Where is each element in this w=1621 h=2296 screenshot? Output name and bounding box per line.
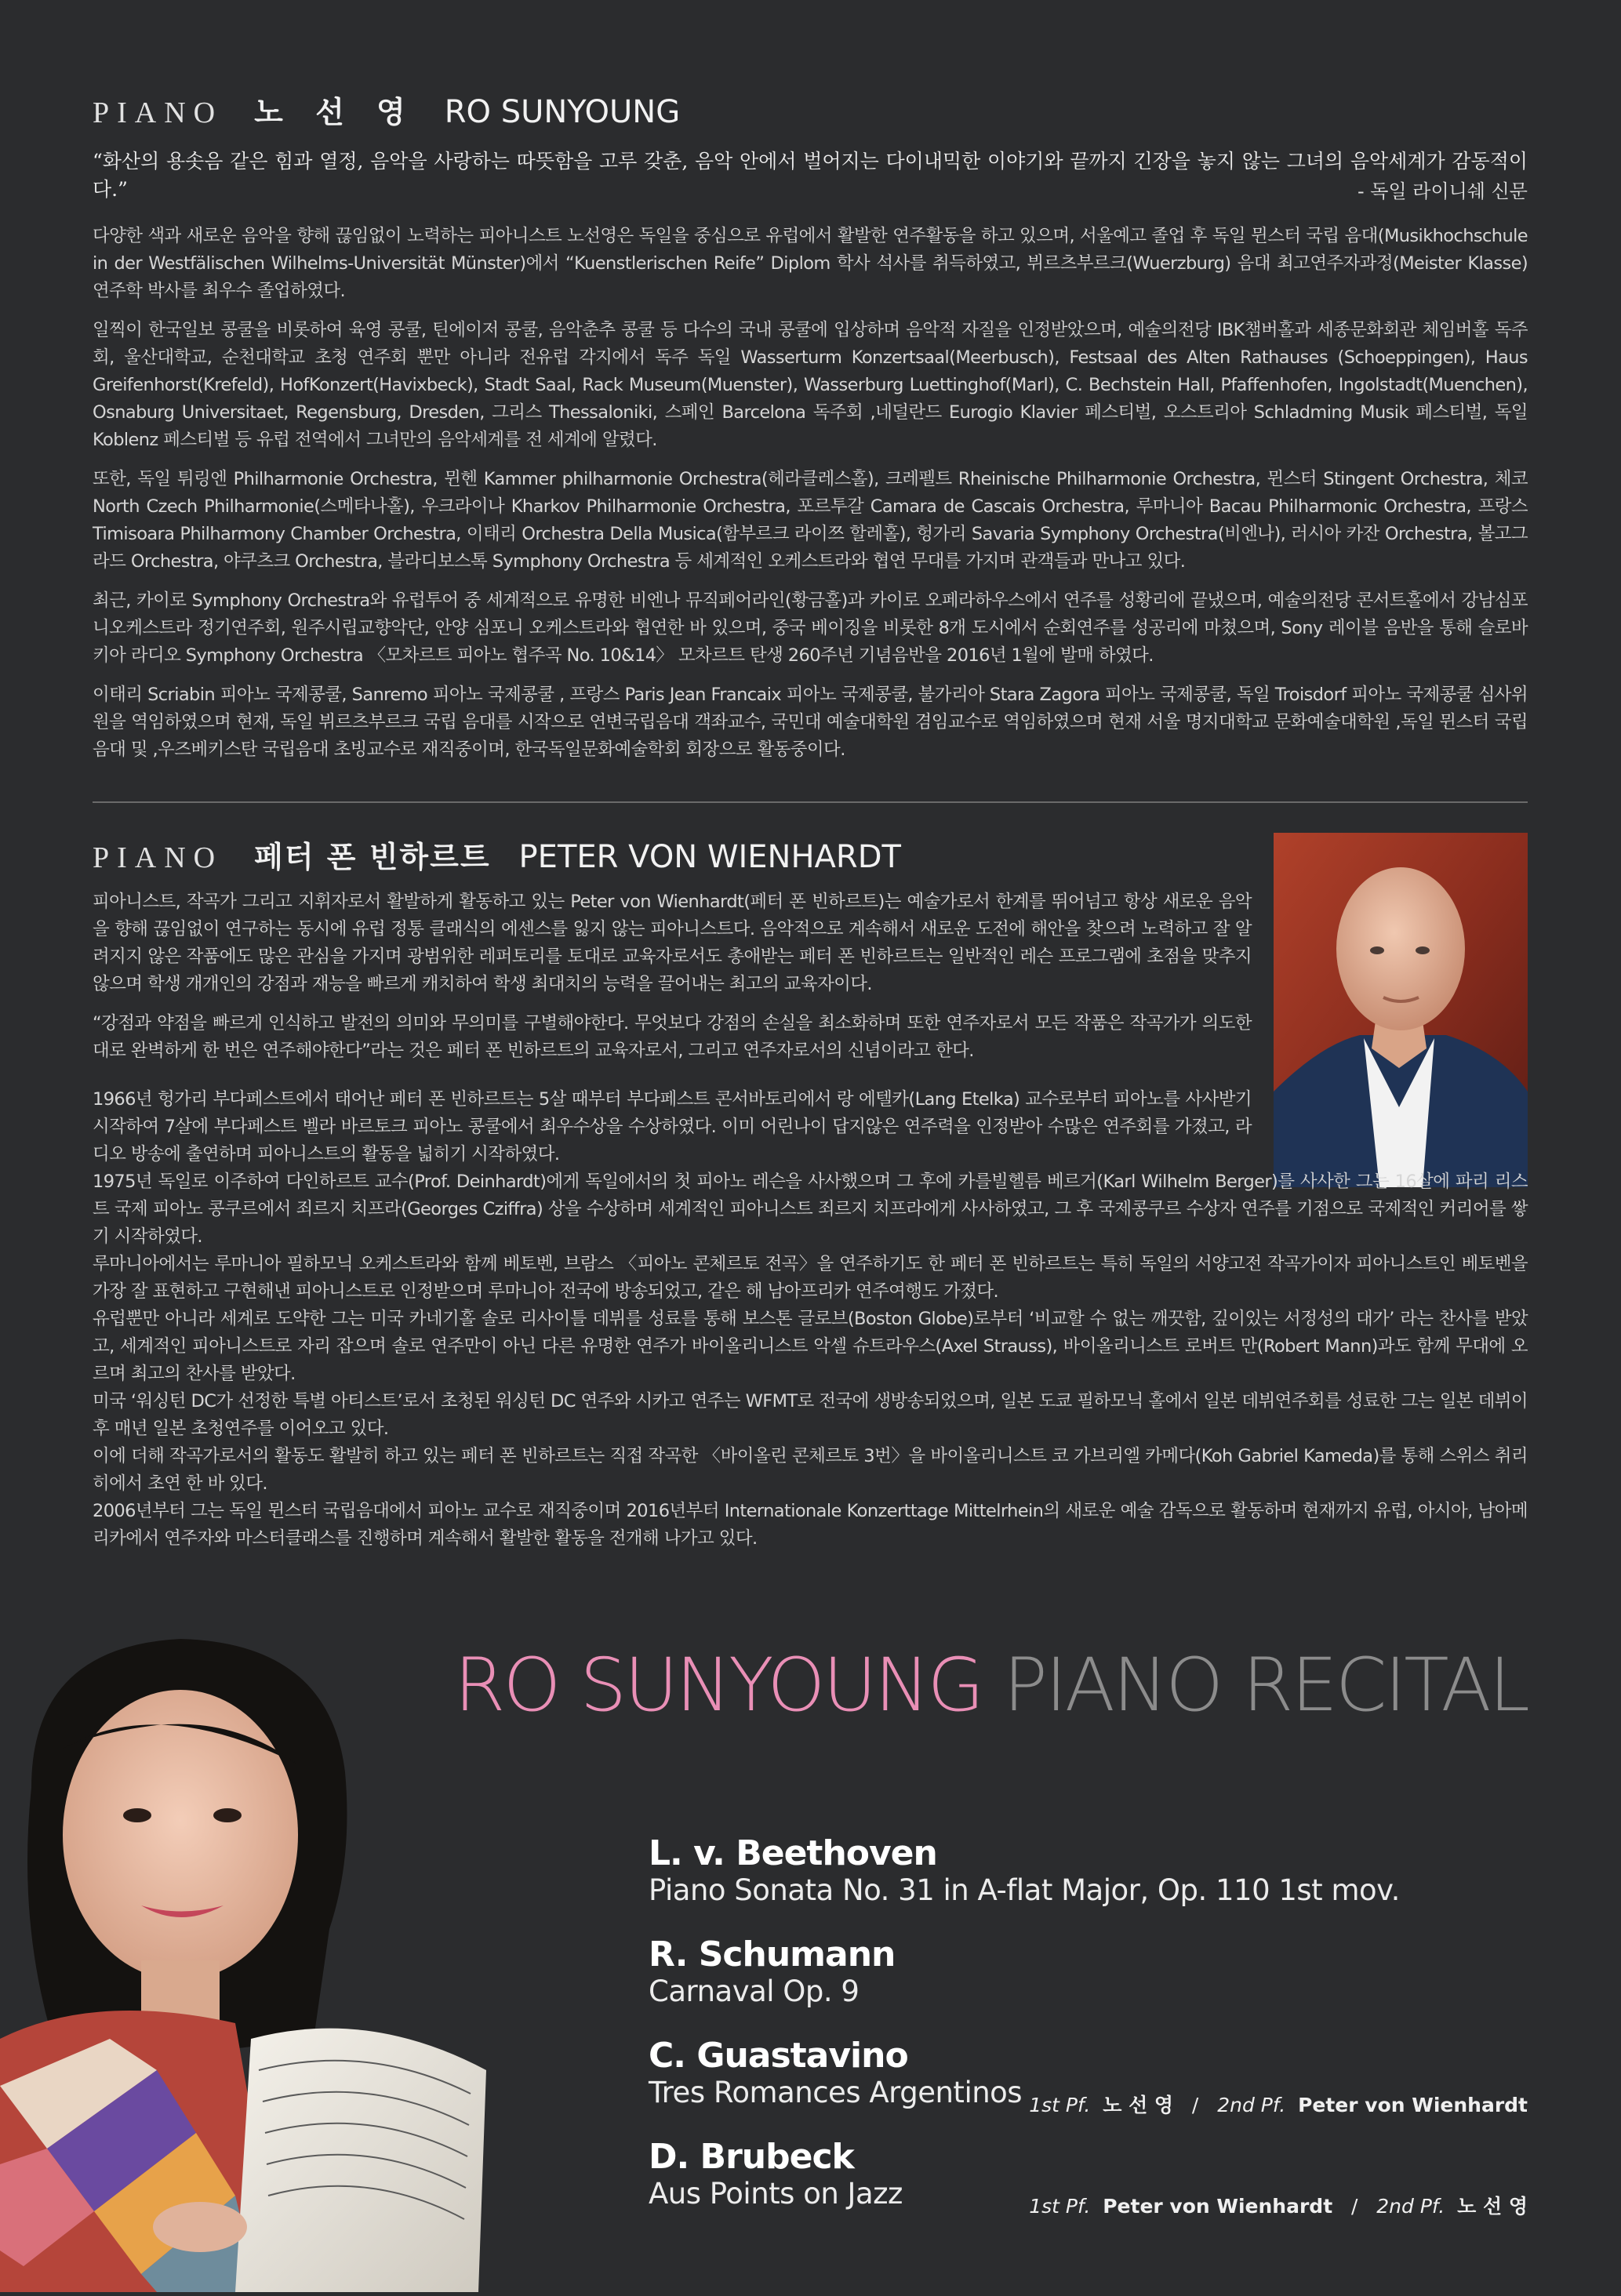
performers-brubeck (1029, 2191, 1528, 2219)
program-item-schumann (649, 1935, 895, 2008)
work-title: Carnaval Op. 9 (649, 1974, 860, 2008)
recital-title (454, 1643, 1528, 1728)
section2-body-main (93, 1086, 1528, 1553)
bio-paragraph: 다양한 색과 새로운 음악을 향해 끊임없이 노력하는 피아니스트 노선영은 독일을 중심으로 유럽에서 활발한 연주활동을 하고 있으며, 서울예고 졸업 후 독일 뮌스터 국립 음대(Musikhochschule in der Westfälischen Wilhelms-Universität Münster)에서 “Kuenstlerischen Reife” Diplom 학사 석사를 취득하였고, 뷔르츠부르크(Wuerzburg) 음대 최고연주자과정(Meister Klasse) 연주학 박사를 최우수 졸업하였다. (93, 226, 1528, 301)
quote-text: “화산의 용솟음 같은 힘과 열정, 음악을 사랑하는 따뜻함을 고루 갖춘, 음악 안에서 벌어지는 다이내믹한 이야기와 끝까지 긴장을 놓지 않는 그녀의 음악세계가 감동적이다.” (93, 150, 1528, 201)
piano-label: PIANO (93, 841, 224, 874)
bio-paragraph: 유럽뿐만 아니라 세계로 도약한 그는 미국 카네기홀 솔로 리사이틀 데뷔를 성료를 통해 보스톤 글로브(Boston Globe)로부터 ‘비교할 수 없는 깨끗함, 깊이있는 서정성의 대가’ 라는 찬사를 받았고, 세계적인 피아니스트로 자리 잡으며 솔로 연주만이 아닌 다른 유명한 연주가 바이올리니스트 악셀 슈트라우스(Axel Strauss), 바이올리니스트 로버트 만(Robert Mann)과도 함께 무대에 오르며 최고의 찬사를 받았다. (93, 1309, 1528, 1384)
bio-paragraph: 피아니스트, 작곡가 그리고 지휘자로서 활발하게 활동하고 있는 Peter von Wienhardt(페터 폰 빈하르트)는 예술가로서 한계를 뛰어넘고 항상 새로운 음악을 향해 끊임없이 연구하는 동시에 유럽 정통 클래식의 에센스를 잃지 않는 피아니스트다. 음악적으로 계속해서 새로운 도전에 해안을 찾으려 노력하고 잘 알려지지 않은 작품에도 많은 관심을 가지며 광범위한 레퍼토리를 토대로 교육자로서도 총애받는 페터 폰 빈하르트는 일반적인 레슨 프로그램에 초점을 맞추지 않으며 학생 개개인의 강점과 재능을 빠르게 캐치하여 학생 최대치의 능력을 끌어내는 최고의 교육자이다. (93, 892, 1252, 994)
section-divider (93, 801, 1528, 803)
program-item-brubeck (649, 2137, 903, 2211)
korean-name: 노 선 영 (254, 95, 416, 129)
quote-block (93, 147, 1528, 203)
bio-paragraph: 최근, 카이로 Symphony Orchestra와 유럽투어 중 세계적으로 유명한 비엔나 뮤직페어라인(황금홀)과 카이로 오페라하우스에서 연주를 성황리에 끝냈으며, 예술의전당 콘서트홀에서 강남심포니오케스트라 정기연주회, 원주시립교향악단, 안양 심포니 오케스트라와 협연한 바 있으며, 중국 베이징을 비롯한 8개 도시에서 순회연주를 성공리에 마쳤으며, Sony 레이블 음반을 통해 슬로바키아 라디오 Symphony Orchestra 〈모차르트 피아노 협주곡 No. 10&14〉 모차르트 탄생 260주년 기념음반을 2016년 1월에 발매 하였다. (93, 590, 1528, 666)
program-item-guastavino (649, 2036, 1022, 2109)
piano-label: PIANO (93, 96, 224, 129)
first-piano-name: 노 선 영 (1103, 2094, 1174, 2116)
first-piano-label: 1st Pf. (1029, 2195, 1091, 2218)
bio-paragraph: “강점과 약점을 빠르게 인식하고 발전의 의미와 무의미를 구별해야한다. 무엇보다 강점의 손실을 최소화하며 또한 연주자로서 모든 작품은 작곡가가 의도한 대로 완벽하게 한 번은 연주해야한다”라는 것은 페터 폰 빈하르트의 교육자로서, 그리고 연주자로서의 신념이라고 한다. (93, 1013, 1252, 1061)
quote-source: - 독일 라이니쉐 신문 (1357, 180, 1528, 202)
performers-guastavino (1029, 2090, 1528, 2118)
bio-paragraph: 이태리 Scriabin 피아노 국제콩쿨, Sanremo 피아노 국제콩쿨 , 프랑스 Paris Jean Francaix 피아노 국제콩쿨, 불가리아 Stara Zagora 피아노 국제콩쿨, 독일 Troisdorf 피아노 국제콩쿨 심사위원을 역임하였으며 현재, 독일 뷔르츠부르크 국립 음대를 시작으로 연변국립음대 객좌교수, 국민대 예술대학원 겸임교수로 역임하였으며 현재 서울 명지대학교 문화예술대학원 ,독일 뮌스터 국립음대 및 ,우즈베키스탄 국립음대 초빙교수로 재직중이며, 한국독일문화예술학회 회장으로 활동중이다. (93, 685, 1528, 760)
bio-paragraph: 1966년 헝가리 부다페스트에서 태어난 페터 폰 빈하르트는 5살 때부터 부다페스트 콘서바토리에서 랑 에텔카(Lang Etelka) 교수로부터 피아노를 사사받기 시작하여 7살에 부다페스트 벨라 바르토크 피아노 콩쿨에서 최우수상을 수상하였다. 이미 어린나이 답지않은 연주력을 인정받아 수많은 연주회를 가졌고, 라디오 방송에 출연하며 피아니스트의 활동을 넓히기 시작하였다. (93, 1089, 1252, 1164)
second-piano-name: 노 선 영 (1457, 2195, 1528, 2218)
bio-paragraph: 루마니아에서는 루마니아 필하모닉 오케스트라와 함께 베토벤, 브람스 〈피아노 콘체르토 전곡〉을 연주하기도 한 페터 폰 빈하르트는 특히 독일의 서양고전 작곡가이자 피아니스트인 베토벤을 가장 잘 표현하고 구현해낸 피아니스트로 인정받으며 루마니아 전국에 방송되었고, 같은 해 남아프리카 연주여행도 가졌다. (93, 1254, 1528, 1302)
english-name: PETER VON WIENHARDT (518, 839, 901, 875)
second-piano-label: 2nd Pf. (1376, 2195, 1445, 2218)
separator: / (1351, 2195, 1358, 2218)
composer-name: D. Brubeck (649, 2137, 854, 2177)
bio-paragraph: 미국 ‘워싱턴 DC가 선정한 특별 아티스트’로서 초청된 워싱턴 DC 연주와 시카고 연주는 WFMT로 전국에 생방송되었으며, 일본 도쿄 필하모닉 홀에서 일본 데뷔연주회를 성료한 그는 일본 데뷔이후 매년 일본 초청연주를 이어오고 있다. (93, 1391, 1528, 1439)
title-performer: RO SUNYOUNG (454, 1643, 983, 1728)
korean-name: 페터 폰 빈하르트 (254, 840, 491, 874)
title-recital: PIANO RECITAL (1003, 1643, 1528, 1728)
work-title: Piano Sonata No. 31 in A-flat Major, Op. 110 1st mov. (649, 1873, 1400, 1907)
work-title: Tres Romances Argentinos (649, 2076, 1023, 2109)
separator: / (1191, 2094, 1199, 2116)
composer-name: L. v. Beethoven (649, 1833, 937, 1873)
bio-paragraph: 1975년 독일로 이주하여 다인하르트 교수(Prof. Deinhardt)에게 독일에서의 첫 피아노 레슨을 사사했으며 그 후에 카를빌헬름 베르거(Karl Wilhelm Berger)를 사사한 그는 16살에 파리 리스트 국제 피아노 콩쿠르에서 죄르지 치프라(Georges Cziffra) 상을 수상하며 세계적인 피아니스트 죄르지 치프라에게 사사하였고, 그 후 국제콩쿠르 수상자 연주를 기점으로 국제적인 커리어를 쌓기 시작하였다. (93, 1172, 1528, 1247)
first-piano-label: 1st Pf. (1029, 2094, 1091, 2116)
first-piano-name: Peter von Wienhardt (1103, 2195, 1333, 2218)
section2-header (93, 833, 901, 876)
second-piano-name: Peter von Wienhardt (1298, 2094, 1528, 2116)
bio-paragraph: 또한, 독일 튀링엔 Philharmonie Orchestra, 뮌헨 Kammer philharmonie Orchestra(헤라클레스홀), 크레펠트 Rheinische Philharmonie Orchestra, 뮌스터 Stingent Orchestra, 체코 North Czech Philharmonie(스메타나홀), 우크라이나 Kharkov Philharmonie Orchestra, 포르투갈 Camara de Cascais Orchestra, 루마니아 Bacau Philharmonic Orchestra, 프랑스 Timisoara Philharmony Chamber Orchestra, 이태리 Orchestra Della Musica(함부르크 라이쯔 할레홀), 헝가리 Savaria Symphony Orchestra(비엔나), 러시아 카잔 Orchestra, 볼고그라드 Orchestra, 야쿠츠크 Orchestra, 블라디보스톡 Symphony Orchestra 등 세계적인 오케스트라와 협연 무대를 가지며 관객들과 만나고 있다. (93, 469, 1528, 572)
composer-name: R. Schumann (649, 1935, 896, 1974)
ro-sunyoung-portrait (0, 1600, 502, 2292)
bio-paragraph: 일찍이 한국일보 콩쿨을 비롯하여 육영 콩쿨, 틴에이저 콩쿨, 음악춘추 콩쿨 등 다수의 국내 콩쿨에 입상하며 음악적 자질을 인정받았으며, 예술의전당 IBK챔버홀과 세종문화회관 체임버홀 독주회, 울산대학교, 순천대학교 초청 연주회 뿐만 아니라 전유럽 각지에서 독주 독일 Wasserturm Konzertsaal(Meerbusch), Festsaal des Alten Rathauses (Schoeppingen), Haus Greifenhorst(Krefeld), HofKonzert(Havixbeck), Stadt Saal, Rack Museum(Muenster), Wasserburg Luettinghof(Marl), C. Bechstein Hall, Pfaffenhofen, Ingolstadt(Muenchen), Osnaburg Universitaet, Regensburg, Dresden, 그리스 Thessaloniki, 스페인 Barcelona 독주회 ,네덜란드 Eurogio Klavier 페스티벌, 오스트리아 Schladming Musik 페스티벌, 독일 Koblenz 페스티벌 등 유럽 전역에서 그녀만의 음악세계를 전 세계에 알렸다. (93, 320, 1528, 450)
section1-body (93, 223, 1528, 764)
composer-name: C. Guastavino (649, 2036, 908, 2076)
second-piano-label: 2nd Pf. (1217, 2094, 1286, 2116)
section1-header (93, 88, 680, 131)
program-item-beethoven (649, 1833, 1400, 1907)
bio-paragraph: 이에 더해 작곡가로서의 활동도 활발히 하고 있는 페터 폰 빈하르트는 직접 작곡한 〈바이올린 콘체르토 3번〉을 바이올리니스트 코 가브리엘 카메다(Koh Gabriel Kameda)를 통해 스위스 취리히에서 초연 한 바 있다. (93, 1446, 1528, 1494)
work-title: Aus Points on Jazz (649, 2177, 903, 2211)
section2-body-top (93, 888, 1252, 1077)
english-name: RO SUNYOUNG (444, 94, 681, 130)
bio-paragraph: 2006년부터 그는 독일 뮌스터 국립음대에서 피아노 교수로 재직중이며 2016년부터 Internationale Konzerttage Mittelrhein의 새로운 예술 감독으로 활동하며 현재까지 유럽, 아시아, 남아메리카에서 연주자와 마스터클래스를 진행하며 계속해서 활발한 활동을 전개해 나가고 있다. (93, 1501, 1528, 1549)
